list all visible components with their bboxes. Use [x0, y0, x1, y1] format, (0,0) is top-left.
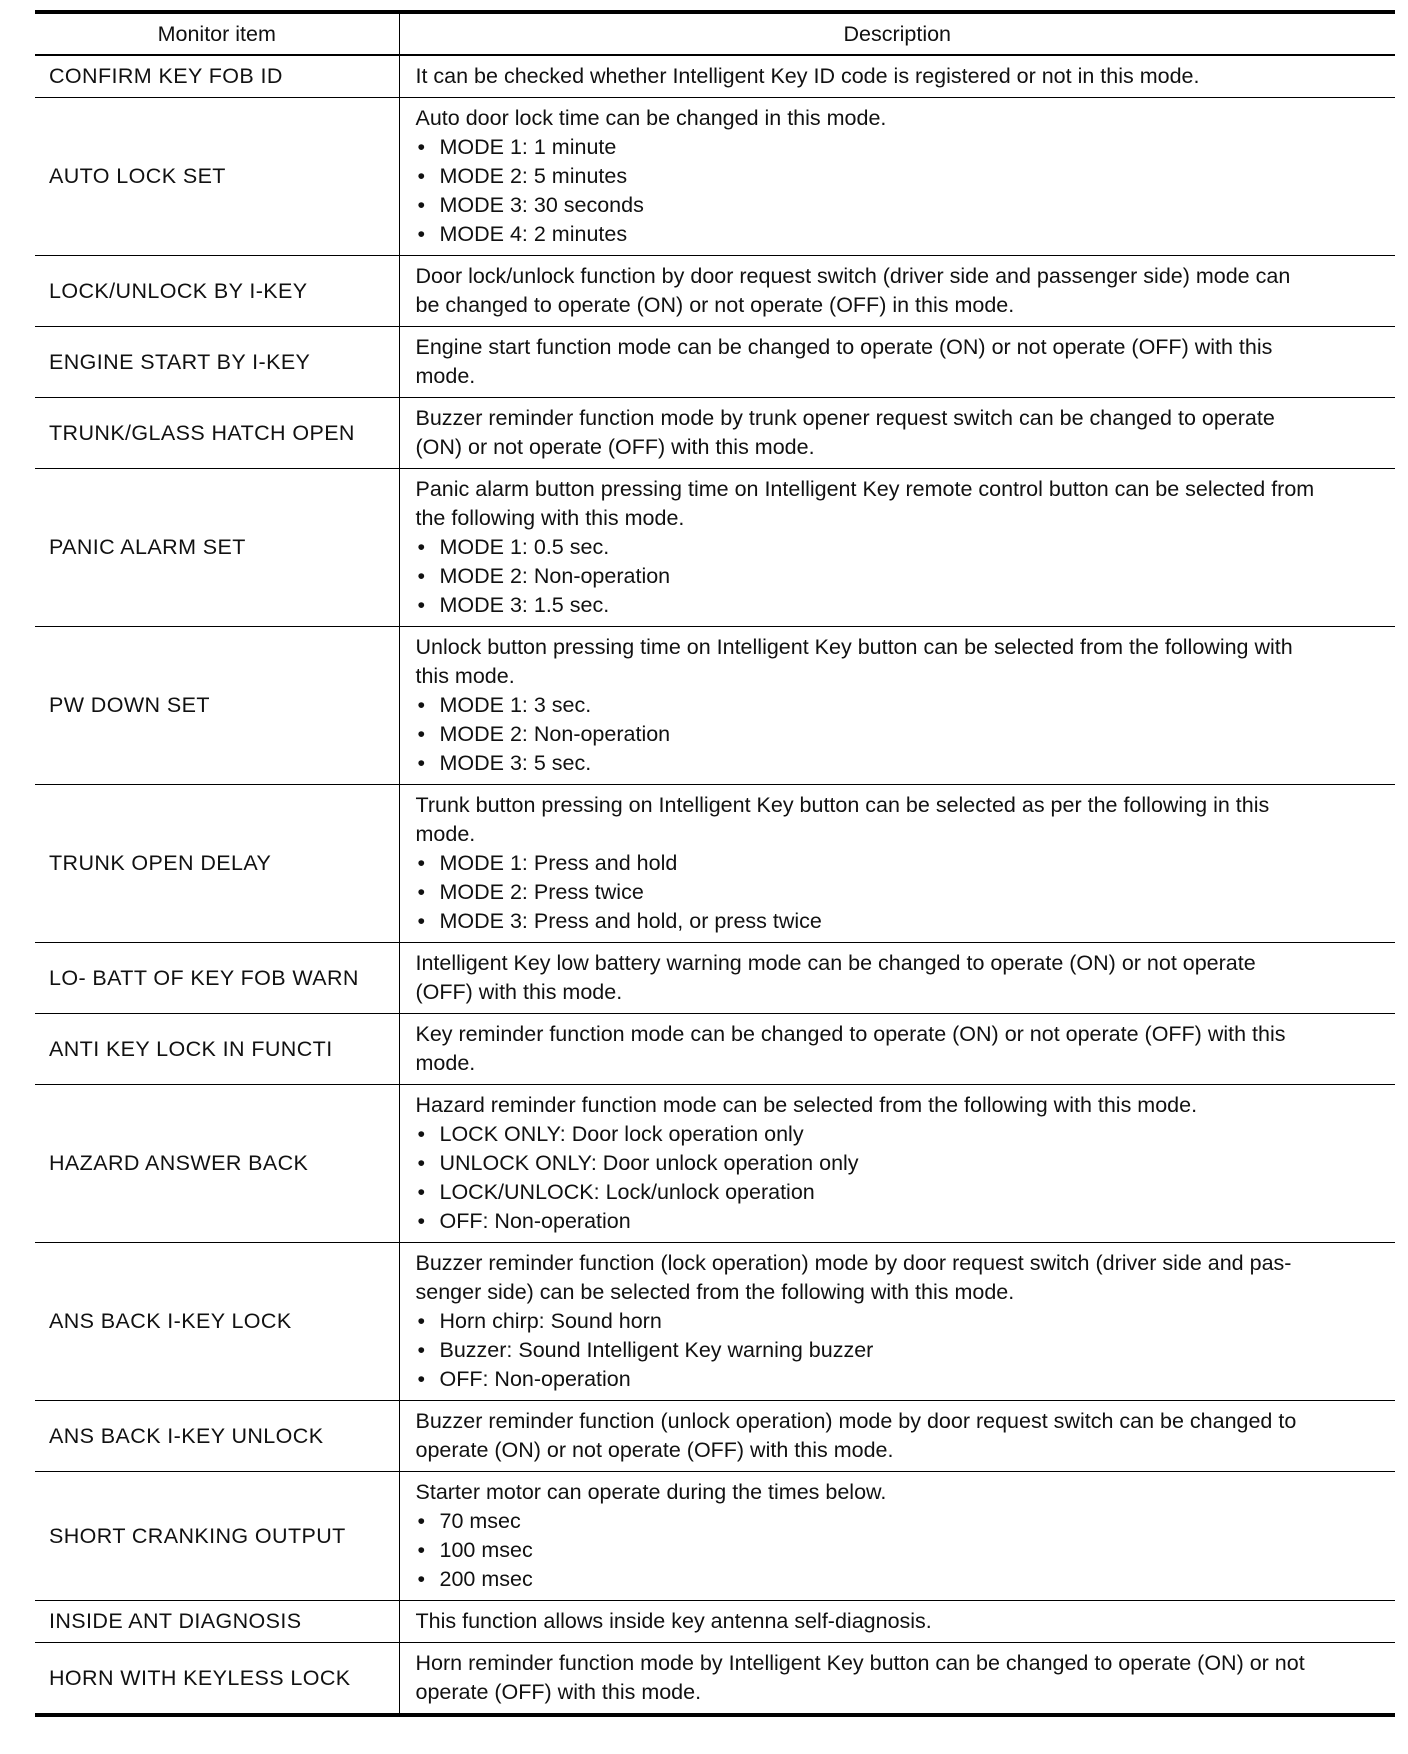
description-line: be changed to operate (ON) or not operate (OFF) in this mode.: [415, 293, 1015, 317]
description-line: This function allows inside key antenna self-diagnosis.: [415, 1609, 932, 1633]
table-row: [35, 1401, 1395, 1472]
column-header-description: Description: [399, 12, 1395, 55]
option-item: • MODE 2: Non-operation: [416, 720, 1384, 749]
monitor-item-cell: PW DOWN SET: [35, 627, 399, 785]
description-cell: [399, 1643, 1395, 1716]
description-line: Horn reminder function mode by Intelligent Key button can be changed to operate (ON) or not: [415, 1651, 1305, 1675]
monitor-item-cell: ANS BACK I-KEY UNLOCK: [35, 1401, 399, 1472]
column-header-monitor-item: Monitor item: [35, 12, 399, 55]
description-line: Key reminder function mode can be changed to operate (ON) or not operate (OFF) with this: [415, 1022, 1286, 1046]
description-line: senger side) can be selected from the following with this mode.: [415, 1280, 1015, 1304]
table-body: [35, 55, 1395, 1715]
option-list: [416, 1507, 1384, 1594]
table-row: [35, 1472, 1395, 1601]
table-row: [35, 1601, 1395, 1643]
description-cell: [399, 327, 1395, 398]
description-line: (ON) or not operate (OFF) with this mode.: [415, 435, 815, 459]
description-line: Buzzer reminder function (lock operation) mode by door request switch (driver side and pas-: [415, 1251, 1292, 1275]
description-line: operate (OFF) with this mode.: [415, 1680, 702, 1704]
table-row: [35, 627, 1395, 785]
option-list: [416, 133, 1384, 249]
description-line: Unlock button pressing time on Intelligent Key button can be selected from the following with: [415, 635, 1293, 659]
option-item: • MODE 1: 0.5 sec.: [416, 533, 1384, 562]
description-line: Panic alarm button pressing time on Intelligent Key remote control button can be selected from: [415, 477, 1315, 501]
description-cell: [399, 55, 1395, 98]
description-cell: [399, 1243, 1395, 1401]
option-list: [416, 691, 1384, 778]
table-row: [35, 398, 1395, 469]
option-item: • MODE 1: Press and hold: [416, 849, 1384, 878]
description-cell: [399, 1401, 1395, 1472]
option-item: • LOCK ONLY: Door lock operation only: [416, 1120, 1384, 1149]
option-item: • MODE 1: 3 sec.: [416, 691, 1384, 720]
monitor-item-cell: ANTI KEY LOCK IN FUNCTI: [35, 1014, 399, 1085]
monitor-item-table-container: [35, 10, 1395, 1717]
description-cell: [399, 469, 1395, 627]
option-item: • 70 msec: [416, 1507, 1384, 1536]
description-line: Buzzer reminder function (unlock operation) mode by door request switch can be changed to: [415, 1409, 1297, 1433]
monitor-item-cell: CONFIRM KEY FOB ID: [35, 55, 399, 98]
option-item: • MODE 1: 1 minute: [416, 133, 1384, 162]
monitor-item-cell: LOCK/UNLOCK BY I-KEY: [35, 256, 399, 327]
table-row: [35, 943, 1395, 1014]
monitor-item-table: [35, 10, 1395, 1717]
monitor-item-cell: PANIC ALARM SET: [35, 469, 399, 627]
table-header-row: [35, 12, 1395, 55]
option-item: • MODE 2: Non-operation: [416, 562, 1384, 591]
description-line: Starter motor can operate during the times below.: [415, 1480, 887, 1504]
option-list: [416, 1307, 1384, 1394]
option-item: • MODE 2: Press twice: [416, 878, 1384, 907]
description-cell: [399, 943, 1395, 1014]
option-item: • MODE 3: 30 seconds: [416, 191, 1384, 220]
description-cell: [399, 627, 1395, 785]
table-row: [35, 55, 1395, 98]
option-list: [416, 1120, 1384, 1236]
table-row: [35, 256, 1395, 327]
option-item: • OFF: Non-operation: [416, 1365, 1384, 1394]
table-row: [35, 785, 1395, 943]
description-line: (OFF) with this mode.: [415, 980, 623, 1004]
option-item: • MODE 2: 5 minutes: [416, 162, 1384, 191]
option-item: • UNLOCK ONLY: Door unlock operation only: [416, 1149, 1384, 1178]
description-line: operate (ON) or not operate (OFF) with this mode.: [415, 1438, 894, 1462]
description-line: Hazard reminder function mode can be selected from the following with this mode.: [415, 1093, 1198, 1117]
table-row: [35, 1243, 1395, 1401]
option-item: • Buzzer: Sound Intelligent Key warning buzzer: [416, 1336, 1384, 1365]
monitor-item-cell: INSIDE ANT DIAGNOSIS: [35, 1601, 399, 1643]
description-line: Trunk button pressing on Intelligent Key button can be selected as per the following in this: [415, 793, 1270, 817]
description-line: Buzzer reminder function mode by trunk opener request switch can be changed to operate: [415, 406, 1275, 430]
description-cell: [399, 1601, 1395, 1643]
description-cell: [399, 1472, 1395, 1601]
option-item: • OFF: Non-operation: [416, 1207, 1384, 1236]
monitor-item-cell: HAZARD ANSWER BACK: [35, 1085, 399, 1243]
description-line: mode.: [415, 822, 476, 846]
table-row: [35, 327, 1395, 398]
monitor-item-cell: AUTO LOCK SET: [35, 98, 399, 256]
option-item: • 100 msec: [416, 1536, 1384, 1565]
description-line: mode.: [415, 364, 476, 388]
description-cell: [399, 1085, 1395, 1243]
description-cell: [399, 785, 1395, 943]
option-item: • MODE 3: Press and hold, or press twice: [416, 907, 1384, 936]
option-list: [416, 849, 1384, 936]
monitor-item-cell: ENGINE START BY I-KEY: [35, 327, 399, 398]
description-cell: [399, 98, 1395, 256]
description-line: Engine start function mode can be changed to operate (ON) or not operate (OFF) with this: [415, 335, 1273, 359]
monitor-item-cell: TRUNK/GLASS HATCH OPEN: [35, 398, 399, 469]
monitor-item-cell: HORN WITH KEYLESS LOCK: [35, 1643, 399, 1716]
table-row: [35, 1085, 1395, 1243]
option-item: • MODE 3: 5 sec.: [416, 749, 1384, 778]
option-item: • MODE 3: 1.5 sec.: [416, 591, 1384, 620]
description-cell: [399, 398, 1395, 469]
description-line: It can be checked whether Intelligent Key ID code is registered or not in this mode.: [415, 64, 1200, 88]
option-list: [416, 533, 1384, 620]
option-item: • MODE 4: 2 minutes: [416, 220, 1384, 249]
monitor-item-cell: ANS BACK I-KEY LOCK: [35, 1243, 399, 1401]
description-line: mode.: [415, 1051, 476, 1075]
option-item: • 200 msec: [416, 1565, 1384, 1594]
monitor-item-cell: TRUNK OPEN DELAY: [35, 785, 399, 943]
option-item: • LOCK/UNLOCK: Lock/unlock operation: [416, 1178, 1384, 1207]
description-line: this mode.: [415, 664, 515, 688]
description-line: Door lock/unlock function by door request switch (driver side and passenger side) mode can: [415, 264, 1291, 288]
table-row: [35, 469, 1395, 627]
option-item: • Horn chirp: Sound horn: [416, 1307, 1384, 1336]
description-line: the following with this mode.: [415, 506, 685, 530]
description-cell: [399, 256, 1395, 327]
description-cell: [399, 1014, 1395, 1085]
monitor-item-cell: SHORT CRANKING OUTPUT: [35, 1472, 399, 1601]
monitor-item-cell: LO- BATT OF KEY FOB WARN: [35, 943, 399, 1014]
table-row: [35, 1643, 1395, 1716]
table-row: [35, 1014, 1395, 1085]
table-row: [35, 98, 1395, 256]
description-line: Auto door lock time can be changed in this mode.: [415, 106, 887, 130]
description-line: Intelligent Key low battery warning mode can be changed to operate (ON) or not operate: [415, 951, 1256, 975]
